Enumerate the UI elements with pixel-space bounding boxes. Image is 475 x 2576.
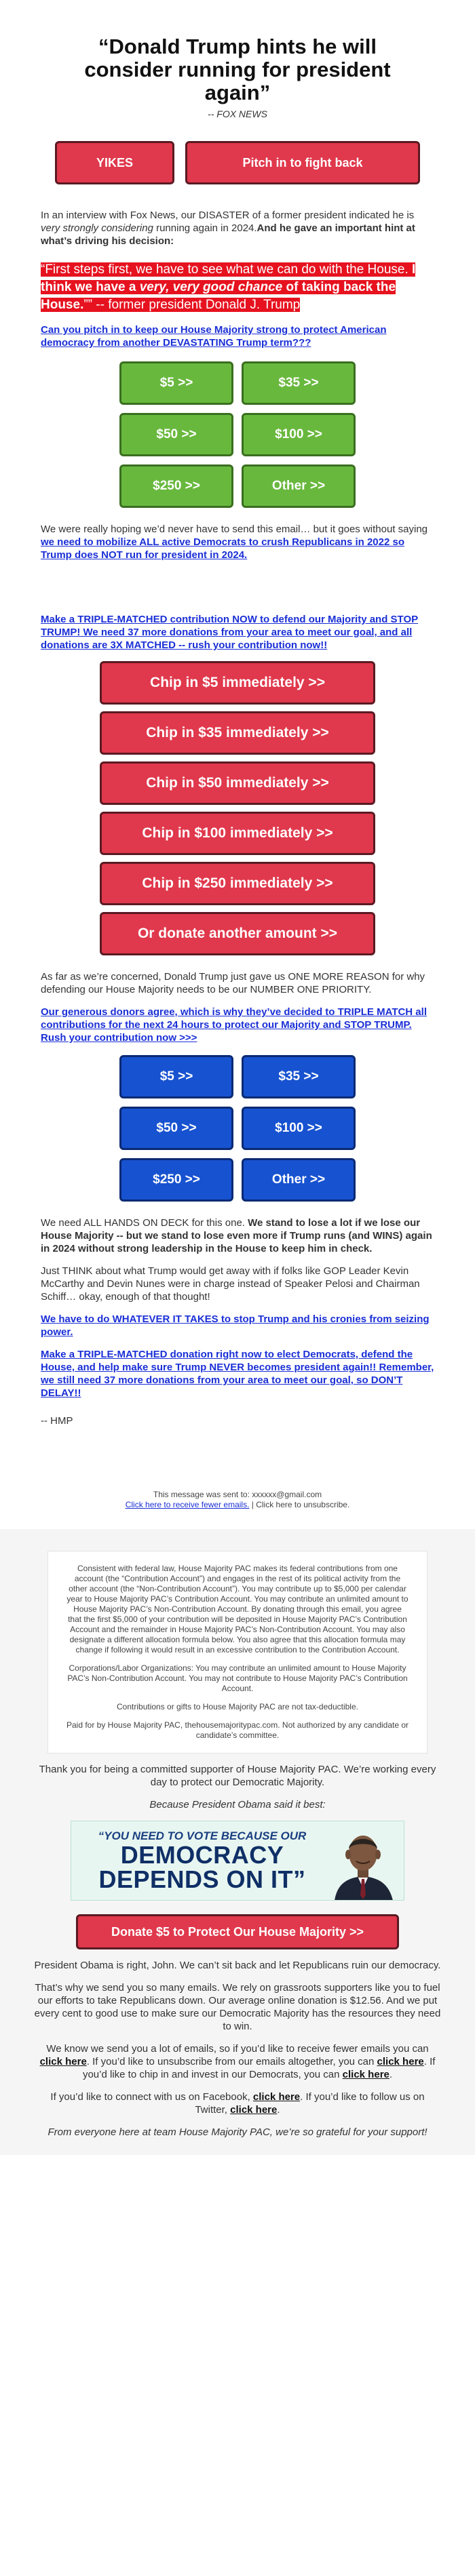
disclaimer-corporations: Corporations/Labor Organizations: You may contribute an unlimited amount to House Majority PAC’s Non-Contribution Account. You may not contribute to House Majority PAC’s Contribution Account. [67,1663,408,1693]
yikes-button[interactable]: YIKES [55,141,174,184]
green-donation-grid [119,361,356,508]
portrait-illustration [322,1821,404,1901]
footer-social: If you’d like to connect with us on Facebook, click here. If you’d like to follow us on Twitter, click here. [50,2091,425,2116]
obama-portrait [322,1821,404,1901]
trump-quote: “First steps first, we have to see what we can do with the House. I think we have a very, very good chance of taking back the House.”” -- former president Donald J. Trump [41,262,416,312]
hope-paragraph: We were really hoping we’d never have to send this email… but it goes without saying we need to mobilize ALL active Democrats to crush Republicans in 2022 so Trump does NOT run for president in 2024. [41,523,428,561]
red-donate-250-button[interactable]: Chip in $250 immediately >> [100,862,375,905]
sent-to-notice [41,1490,434,1510]
red-donate-5-button[interactable]: Chip in $5 immediately >> [100,661,375,705]
twitter-click-here[interactable]: click here [230,2104,278,2116]
obama-quote-banner[interactable] [71,1821,404,1901]
ask-paragraph-1 [41,323,434,349]
ask-paragraph-5 [41,1348,434,1400]
green-donate-other-button[interactable]: Other >> [242,464,356,508]
footer-because: Because President Obama said it best: [149,1799,326,1810]
pitch-in-button[interactable]: Pitch in to fight back [185,141,420,184]
footer-email-preferences: We know we send you a lot of emails, so if you’d like to receive fewer emails you can click here. If you’d like to unsubscribe from our emails altogether, you can click here. If you’d like to chip in and invest in our Democrats, you can click here. [39,2043,436,2080]
blue-donate-other-button[interactable]: Other >> [242,1158,356,1202]
banner-big-text-2: DEPENDS ON IT” [98,1865,306,1893]
footer-thanks: Thank you for being a committed supporter of House Majority PAC. We’re working every day to protect our Democratic Majority. [39,1764,436,1788]
footer-obama-right: President Obama is right, John. We can’t sit back and let Republicans ruin our democracy. [34,1960,441,1971]
green-donate-50-button[interactable]: $50 >> [119,413,233,456]
green-donate-35-button[interactable]: $35 >> [242,361,356,405]
ask-link-1[interactable]: Can you pitch in to keep our House Majority strong to protect American democracy from another DEVASTATING Trump term??? [41,324,387,349]
green-donate-100-button[interactable]: $100 >> [242,413,356,456]
red-donate-35-button[interactable]: Chip in $35 immediately >> [100,711,375,755]
footer-area [0,1529,475,2155]
ask-link-4[interactable]: We have to do WHATEVER IT TAKES to stop Trump and his cronies from seizing power. [41,1313,430,1338]
disclaimer-paid-for: Paid for by House Majority PAC, thehousemajoritypac.com. Not authorized by any candidate or candidate’s committee. [66,1720,409,1740]
ask-paragraph-3 [41,1006,434,1044]
disclaimer-tax: Contributions or gifts to House Majority PAC are not tax-deductible. [117,1702,358,1711]
disclaimer-contribution: Consistent with federal law, House Majority PAC makes its federal contributions from one account (the “Contribution Account”) and engages in the rest of its political activity from the other account (the “Non-Contribution Account”). You may contribute up to $5,000 per calendar year to House Majority PAC’s Contribution Account. You may contribute an unlimited amount to House Majority PAC’s Non-Contribution Account. By donating through this email, you agree that the first $5,000 of your contribution will be deposited in House Majority PAC’s Contribution Account and the remainder in House Majority PAC’s Non-Contribution Account. You may also designate a different allocation formula below. You also agree that this allocation formula may change if following it would result in an excessive contribution to the Contribution Account. [66,1564,408,1654]
ask-paragraph-4 [41,1313,434,1339]
red-donate-50-button[interactable]: Chip in $50 immediately >> [100,761,375,805]
banner-big-text-1: DEMOCRACY [120,1841,284,1869]
email-body [41,0,434,1510]
footer-closing: From everyone here at team House Majority PAC, we’re so grateful for your support! [48,2126,428,2138]
red-donate-100-button[interactable]: Chip in $100 immediately >> [100,812,375,855]
legal-disclaimer [48,1551,428,1753]
fewer-emails-click-here[interactable]: click here [39,2056,87,2067]
unsubscribe-text[interactable]: | Click here to unsubscribe. [249,1500,350,1509]
headline-source: -- FOX NEWS [208,108,267,119]
sent-to-text: This message was sent to: xxxxxx@gmail.com [153,1490,322,1499]
headline: “Donald Trump hints he will consider running for president again” [84,35,391,104]
blue-donate-100-button[interactable]: $100 >> [242,1107,356,1150]
ask-paragraph-2 [41,613,434,652]
green-donate-5-button[interactable]: $5 >> [119,361,233,405]
ask-link-5[interactable]: Make a TRIPLE-MATCHED donation right now to elect Democrats, defend the House, and help make sure Trump NEVER becomes president again!! Remember, we still need 37 more donations from your area to meet our goal, so DON’T DELAY!! [41,1349,434,1399]
signature: -- HMP [41,1415,73,1427]
green-donate-250-button[interactable]: $250 >> [119,464,233,508]
red-donation-stack [100,661,375,955]
intro-paragraph: In an interview with Fox News, our DISASTER of a former president indicated he is very strongly considering running again in 2024.And he gave an important hint at what’s driving his decision: [41,210,415,247]
top-buttons [41,141,434,184]
mobilize-link[interactable]: we need to mobilize ALL active Democrats to crush Republicans in 2022 so Trump does NOT run for president in 2024. [41,536,404,561]
blue-donate-5-button[interactable]: $5 >> [119,1055,233,1098]
think-paragraph: Just THINK about what Trump would get away with if folks like GOP Leader Kevin McCarthy and Devin Nunes were in charge instead of Speaker Pelosi and Chairman Schiff… okay, enough of that thought! [41,1265,420,1303]
blue-donate-250-button[interactable]: $250 >> [119,1158,233,1202]
reason-paragraph: As far as we’re concerned, Donald Trump just gave us ONE MORE REASON for why defending our House Majority needs to be our NUMBER ONE PRIORITY. [41,971,425,995]
chip-in-click-here[interactable]: click here [342,2069,390,2080]
hands-on-deck-paragraph: We need ALL HANDS ON DECK for this one. We stand to lose a lot if we lose our House Majority -- but we stand to lose even more if Trump runs (and WINS) again in 2024 without strong leadership in the House to keep him in check. [41,1217,432,1254]
fewer-emails-link[interactable]: Click here to receive fewer emails. [125,1500,250,1509]
ask-link-2[interactable]: Make a TRIPLE-MATCHED contribution NOW to defend our Majority and STOP TRUMP! We need 37 more donations from your area to meet our goal, and all donations are 3X MATCHED -- rush your contribution now!! [41,614,419,651]
blue-donate-50-button[interactable]: $50 >> [119,1107,233,1150]
banner-small-text: “YOU NEED TO VOTE BECAUSE OUR [98,1829,307,1842]
ask-link-3[interactable]: Our generous donors agree, which is why they’ve decided to TRIPLE MATCH all contributions for the next 24 hours to protect our Majority and STOP TRUMP. Rush your contribution now >>> [41,1006,427,1044]
red-donate-other-button[interactable]: Or donate another amount >> [100,912,375,955]
unsubscribe-click-here[interactable]: click here [377,2056,424,2067]
footer-why-emails: That’s why we send you so many emails. We rely on grassroots supporters like you to fuel our efforts to take Republicans down. Our average online donation is $12.56. And we put every cent to good use to make sure our Democratic Majority has the resources they need to win. [34,1982,441,2032]
facebook-click-here[interactable]: click here [252,2091,301,2103]
blue-donate-35-button[interactable]: $35 >> [242,1055,356,1098]
donate-5-protect-button[interactable]: Donate $5 to Protect Our House Majority >> [76,1914,399,1949]
blue-donation-grid [119,1055,356,1202]
